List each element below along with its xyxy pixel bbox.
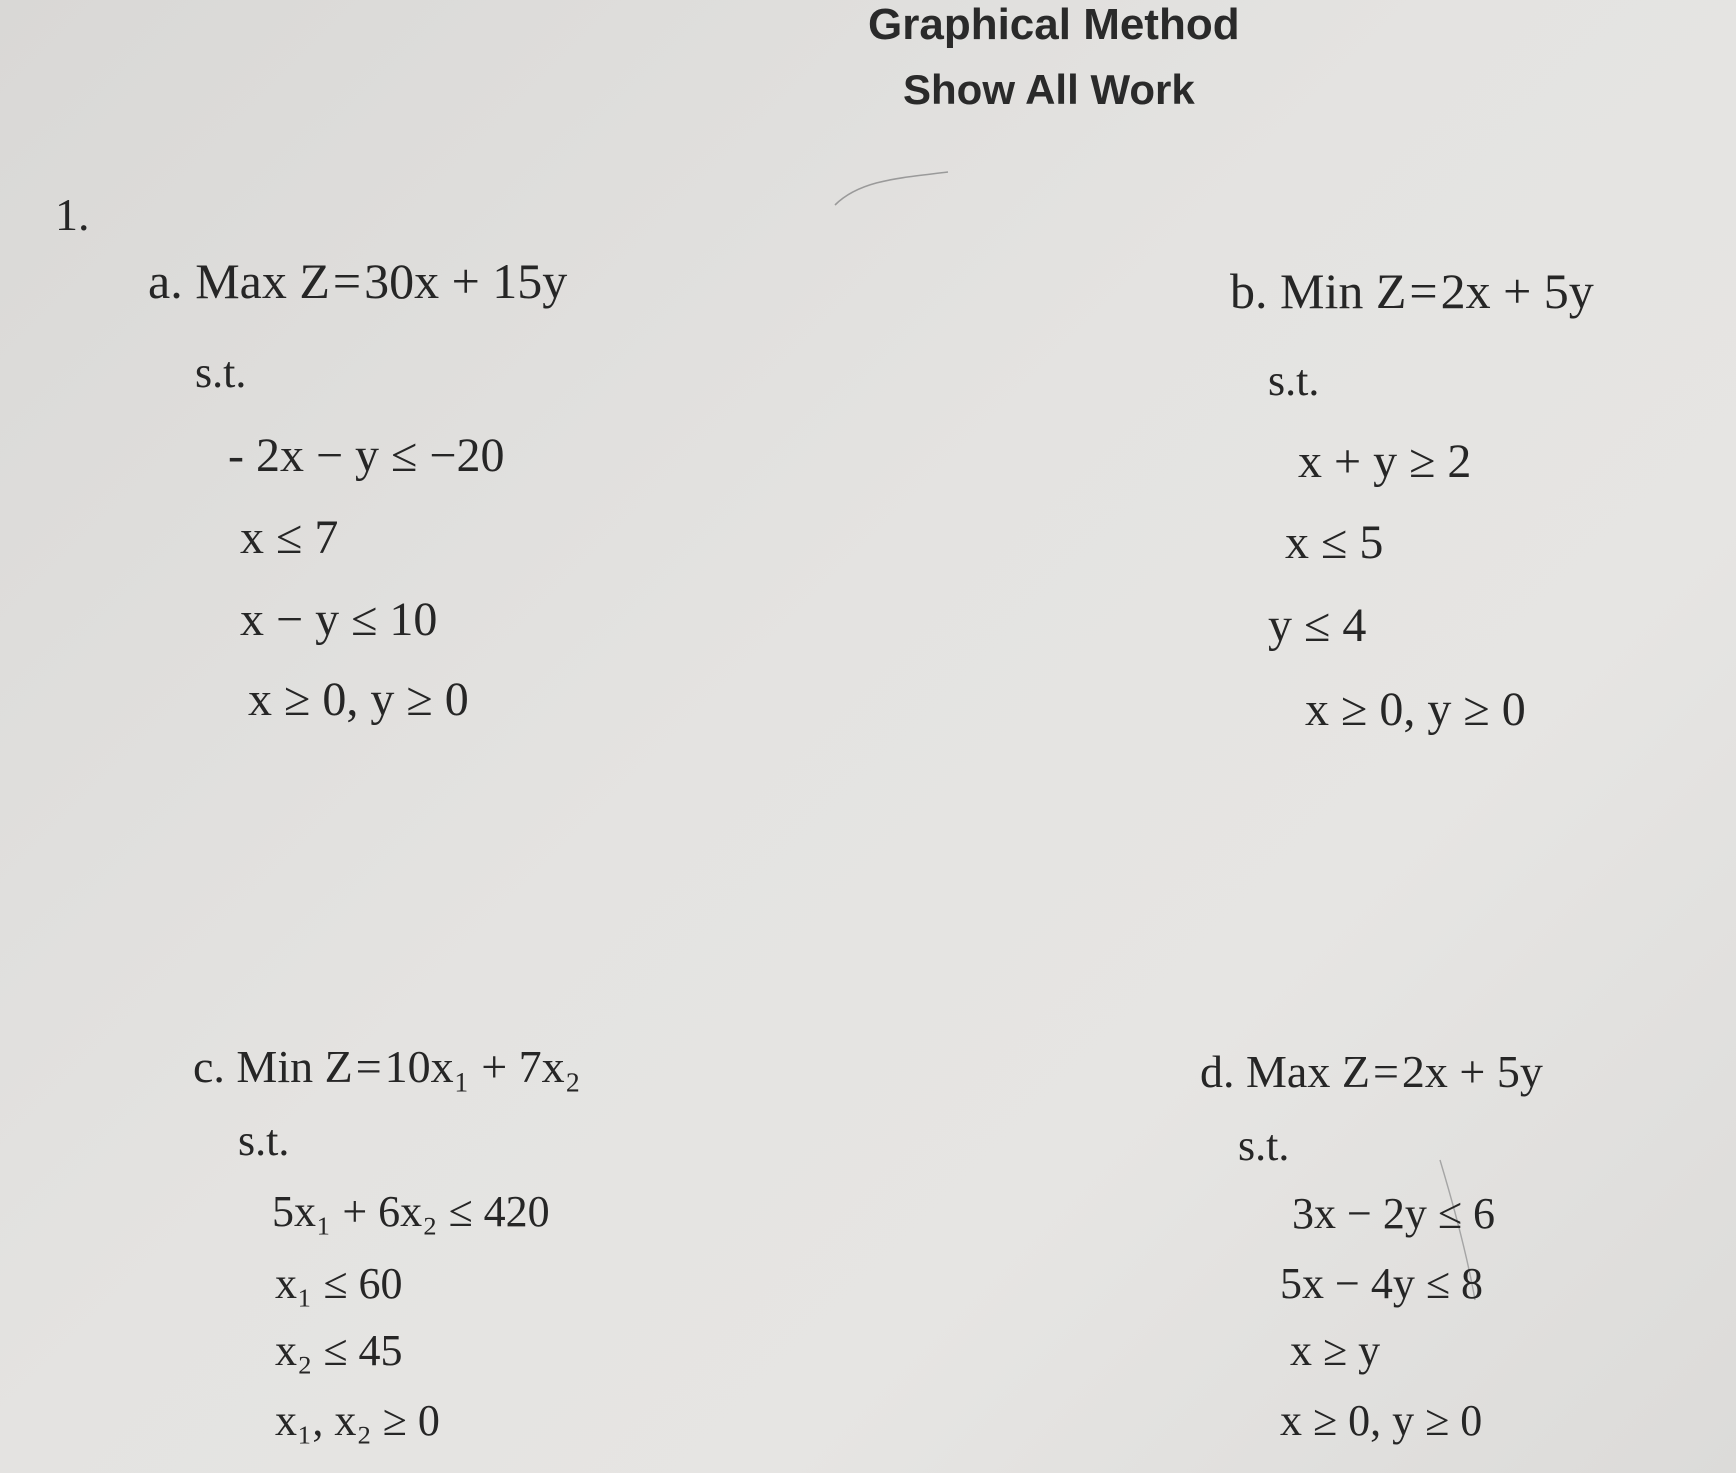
problem-c-constraint-4: x₁, x₂ ≥ 0 <box>275 1396 440 1445</box>
problem-b-kind: Min <box>1280 263 1364 319</box>
problem-d-label: d. <box>1200 1046 1235 1097</box>
problem-b-z: Z <box>1375 263 1407 319</box>
problem-a-st: s.t. <box>195 348 247 397</box>
problem-b-constraint-4: x ≥ 0, y ≥ 0 <box>1305 683 1526 736</box>
page-subtitle: Show All Work <box>903 66 1195 113</box>
problem-c-constraint-3: x₂ ≤ 45 <box>275 1326 403 1375</box>
problem-c-z: Z <box>324 1041 353 1092</box>
problem-a-label: a. <box>148 253 183 309</box>
problem-a-objective: a. Max Z=30x + 15y <box>148 253 568 309</box>
problem-a-constraint-2: x ≤ 7 <box>240 511 339 564</box>
problem-d-st: s.t. <box>1238 1121 1290 1170</box>
problem-b-constraint-3: y ≤ 4 <box>1268 599 1367 652</box>
problem-b-constraint-1: x + y ≥ 2 <box>1298 435 1472 488</box>
problem-d-constraint-3: x ≥ y <box>1290 1326 1381 1375</box>
problem-c-objective: c. Min Z=10x₁ + 7x₂ <box>193 1041 581 1092</box>
problem-c-kind: Min <box>236 1041 314 1092</box>
problem-d-constraint-2: 5x − 4y ≤ 8 <box>1280 1259 1483 1308</box>
problem-c-constraint-2: x₁ ≤ 60 <box>275 1259 403 1308</box>
problem-b-objective: b. Min Z=2x + 5y <box>1230 263 1594 319</box>
problem-c-label: c. <box>193 1041 225 1092</box>
problem-d-constraint-4: x ≥ 0, y ≥ 0 <box>1280 1396 1483 1445</box>
problem-a-expression: 30x + 15y <box>364 253 568 309</box>
problem-d-constraint-1: 3x − 2y ≤ 6 <box>1292 1189 1495 1238</box>
problem-a-z: Z <box>299 253 330 309</box>
problem-c-constraint-1: 5x₁ + 6x₂ ≤ 420 <box>272 1187 550 1236</box>
problem-b-expression: 2x + 5y <box>1440 263 1594 319</box>
problem-b-constraint-2: x ≤ 5 <box>1285 516 1384 569</box>
problem-d-kind: Max <box>1246 1046 1331 1097</box>
problem-a-constraint-4: x ≥ 0, y ≥ 0 <box>248 673 469 726</box>
problem-d-z: Z <box>1341 1046 1370 1097</box>
page-title: Graphical Method <box>868 0 1240 49</box>
problem-c-st: s.t. <box>238 1116 290 1165</box>
problem-c-expression: 10x₁ + 7x₂ <box>384 1041 581 1092</box>
problem-a-constraint-3: x − y ≤ 10 <box>240 593 438 646</box>
problem-b-st: s.t. <box>1268 356 1320 405</box>
problem-d-expression: 2x + 5y <box>1401 1046 1543 1097</box>
problem-number: 1. <box>55 189 90 240</box>
problem-a-kind: Max <box>195 253 287 309</box>
problem-b-label: b. <box>1230 263 1268 319</box>
problem-a-constraint-1: - 2x − y ≤ −20 <box>228 429 505 482</box>
problem-d-objective: d. Max Z=2x + 5y <box>1200 1046 1543 1097</box>
